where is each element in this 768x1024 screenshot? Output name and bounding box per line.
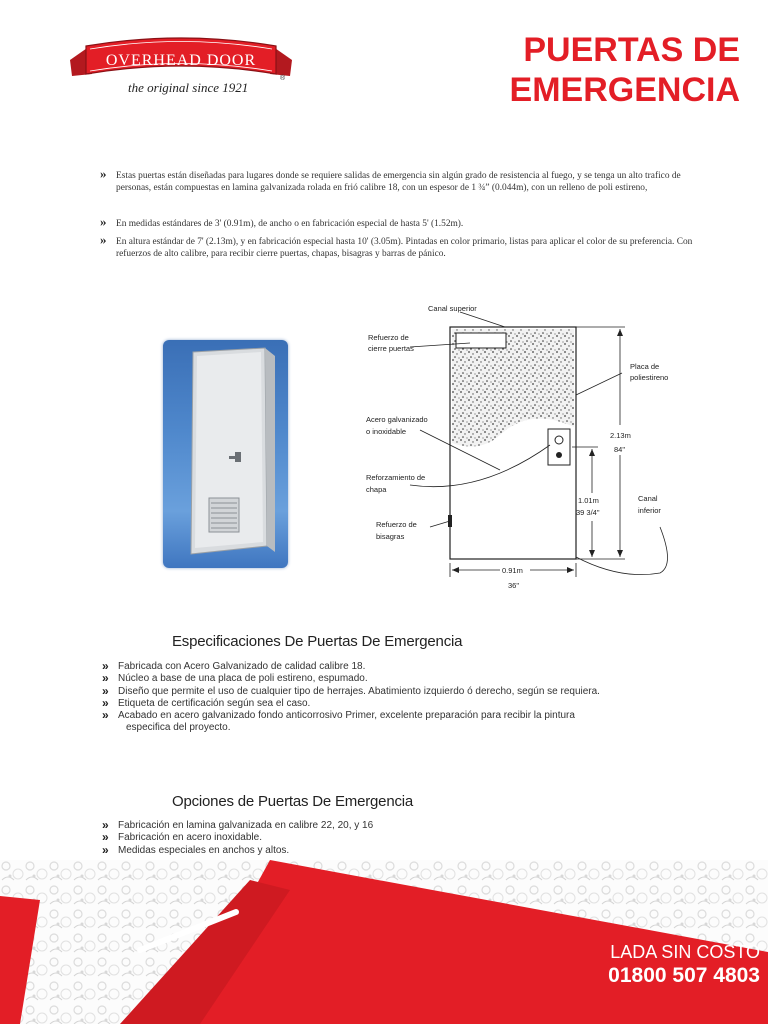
- logo-brand-text: OVERHEAD DOOR: [105, 52, 257, 69]
- title-line-2: EMERGENCIA: [509, 71, 740, 109]
- list-item: [102, 830, 718, 845]
- door-illustration: [163, 340, 288, 568]
- bullet-chevron-icon: »: [102, 830, 109, 845]
- label-placa: poliestireno: [630, 373, 669, 382]
- registered-mark: ®: [280, 75, 286, 82]
- bullet-chevron-icon: »: [100, 232, 107, 247]
- spec-text: Diseño que permite el uso de cualquier tipo de herrajes. Abatimiento izquierdo ó derecho, según se requiera.: [118, 685, 600, 697]
- spec-text: Núcleo a base de una placa de poli estireno, espumado.: [118, 673, 368, 685]
- options-title: Opciones de Puertas De Emergencia: [172, 793, 414, 810]
- page-title: [470, 30, 740, 110]
- label-refuerzo-bisagras: Refuerzo de: [376, 520, 417, 529]
- label-acero: o inoxidable: [366, 427, 407, 436]
- spec-text: Fabricada con Acero Galvanizado de calidad calibre 18.: [118, 661, 366, 672]
- bullet-chevron-icon: »: [102, 818, 109, 832]
- title-line-1: PUERTAS DE: [523, 31, 740, 69]
- toll-free-label: LADA SIN COSTO: [610, 942, 760, 962]
- spec-text: Etiqueta de certificación según sea el caso.: [118, 697, 311, 709]
- intro-paragraph: [100, 214, 696, 230]
- list-item: [102, 695, 718, 710]
- bullet-chevron-icon: »: [102, 695, 109, 710]
- list-item: [102, 708, 718, 735]
- label-refuerzo-cierre: Refuerzo de: [368, 333, 409, 342]
- list-item: [102, 659, 718, 673]
- bullet-chevron-icon: »: [102, 708, 109, 723]
- bullet-chevron-icon: »: [102, 842, 109, 857]
- phone-number[interactable]: 01800 507 4803: [608, 964, 760, 987]
- label-refuerzo-cierre: cierre puertas: [368, 344, 414, 353]
- label-alto-in: 84": [614, 445, 626, 454]
- intro-paragraph: [100, 166, 696, 194]
- intro-text: Estas puertas están diseñadas para lugares donde se requiere salidas de emergencia sin algún grado de resistencia al fuego, y se tenga un alto trafico de personas, están compuestas en lamina galvanizada rolada en frió calibre 18, con un espesor de 1 ¾” (0.044m), con un relleno de poli estireno,: [116, 171, 681, 193]
- door-photo: [163, 340, 288, 568]
- label-canal-superior: Canal superior: [428, 304, 477, 313]
- intro-text: En medidas estándares de 3' (0.91m), de ancho o en fabricación especial de hasta 5' (1.52m).: [116, 219, 464, 229]
- list-item: [102, 818, 718, 832]
- list-item: [102, 683, 718, 698]
- bullet-chevron-icon: »: [100, 166, 107, 181]
- label-reforzamiento: chapa: [366, 485, 387, 494]
- logo-tagline: the original since 1921: [128, 80, 249, 95]
- label-placa: Placa de: [630, 362, 660, 371]
- bullet-chevron-icon: »: [102, 659, 109, 673]
- label-acero: Acero galvanizado: [366, 415, 428, 424]
- label-chapa-in: 39 3/4": [576, 508, 600, 517]
- door-technical-diagram: [340, 295, 700, 600]
- bullet-chevron-icon: »: [102, 671, 109, 686]
- list-item: [102, 671, 718, 686]
- specs-title: Especificaciones De Puertas De Emergencia: [172, 633, 463, 650]
- label-reforzamiento: Reforzamiento de: [366, 473, 426, 482]
- list-item: [102, 842, 718, 857]
- option-text: Fabricación en acero inoxidable.: [118, 832, 262, 844]
- intro-text: En altura estándar de 7' (2.13m), y en fabricación especial hasta 10' (3.05m). Pintadas en color primario, listas para aplicar el color de su preferencia. Con refuerzos de alto calibre, para recibir cierre puertas, chapas, bisagras y barras de pánico.: [116, 237, 693, 259]
- bullet-chevron-icon: »: [102, 683, 109, 698]
- label-alto-m: 2.13m: [610, 431, 631, 440]
- option-text: Medidas especiales en anchos y altos.: [118, 844, 290, 856]
- spec-text: Acabado en acero galvanizado fondo anticorrosivo Primer, excelente preparación para recibir la pintura: [118, 710, 575, 722]
- label-refuerzo-bisagras: bisagras: [376, 532, 405, 541]
- label-chapa-m: 1.01m: [578, 496, 599, 505]
- intro-paragraph: [100, 232, 696, 260]
- label-ancho-m: 0.91m: [502, 566, 523, 575]
- options-list: [102, 818, 718, 857]
- spec-text-continued: especifica del proyecto.: [126, 722, 231, 734]
- bullet-chevron-icon: »: [100, 214, 107, 229]
- label-canal-inferior: inferior: [638, 506, 661, 515]
- option-text: Fabricación en lamina galvanizada en calibre 22, 20, y 16: [118, 820, 374, 831]
- label-canal-inferior: Canal: [638, 494, 658, 503]
- specs-list: [102, 659, 718, 735]
- label-ancho-in: 36": [508, 581, 520, 590]
